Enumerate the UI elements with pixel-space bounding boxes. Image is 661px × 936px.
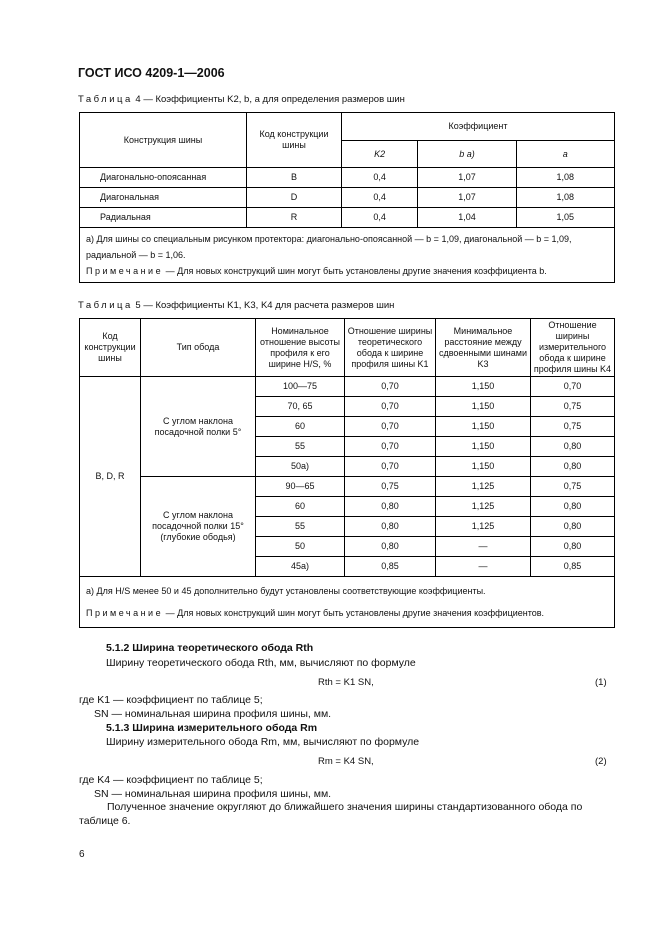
t4-cell-design: Радиальная — [80, 208, 247, 228]
page-number: 6 — [79, 849, 85, 860]
t5-cell-k4: 0,75 — [531, 477, 615, 497]
t4-header-design: Конструкция шины — [80, 113, 247, 168]
t4-note-text: — Для новых конструкций шин могут быть установлены другие значения коэффициента b. — [165, 266, 547, 276]
t5-cell-k4: 0,80 — [531, 517, 615, 537]
t5-header-k1: Отношение ширины теоретического обода к ширине профиля шины K1 — [345, 319, 436, 377]
t5-cell-k3: 1,150 — [436, 377, 531, 397]
t5-cell-k1: 0,75 — [345, 477, 436, 497]
t5-cell-k1: 0,70 — [345, 397, 436, 417]
t5-cell-k3: 1,150 — [436, 457, 531, 477]
table5-caption-word: Таблица — [78, 300, 133, 311]
table5-caption — [78, 300, 394, 311]
table-5 — [79, 318, 615, 628]
t4-cell-a: 1,05 — [516, 208, 614, 228]
t5-cell-ratio: 50а) — [256, 457, 345, 477]
t4-cell-k2: 0,4 — [342, 208, 418, 228]
t5-cell-k3: 1,150 — [436, 417, 531, 437]
t4-cell-b: 1,04 — [418, 208, 516, 228]
table-row — [80, 188, 615, 208]
t5-cell-k4: 0,85 — [531, 557, 615, 577]
t4-cell-b: 1,07 — [418, 188, 516, 208]
t5-cell-k3: 1,125 — [436, 517, 531, 537]
t5-cell-k1: 0,70 — [345, 437, 436, 457]
t4-notes — [80, 228, 615, 283]
t5-cell-k1: 0,80 — [345, 517, 436, 537]
formula-2: Rm = K4 SN, — [318, 756, 374, 767]
t4-note-word: Примечание — [86, 266, 164, 276]
t4-cell-code: B — [247, 168, 342, 188]
t4-cell-a: 1,08 — [516, 188, 614, 208]
t5-cell-rim5: С углом наклона посадочной полки 5° — [141, 377, 256, 477]
table-row — [80, 208, 615, 228]
t4-header-code: Код конструкции шины — [247, 113, 342, 168]
t4-header-k2: K2 — [342, 141, 418, 168]
section-512-intro: Ширину теоретического обода Rth, мм, вычисляют по формуле — [106, 657, 416, 669]
t5-cell-ratio: 55 — [256, 437, 345, 457]
section-512-where2: SN — номинальная ширина профиля шины, мм. — [94, 708, 332, 720]
formula-1-number: (1) — [595, 677, 607, 688]
t5-cell-k1: 0,80 — [345, 497, 436, 517]
document-header: ГОСТ ИСО 4209-1—2006 — [78, 66, 225, 80]
table4-caption-word: Таблица — [78, 94, 133, 105]
t5-note — [86, 602, 608, 624]
t5-cell-ratio: 60 — [256, 417, 345, 437]
t5-cell-ratio: 70, 65 — [256, 397, 345, 417]
t5-cell-k4: 0,80 — [531, 457, 615, 477]
t4-cell-code: D — [247, 188, 342, 208]
table4-caption-text: 4 — Коэффициенты K2, b, a для определения размеров шин — [135, 94, 405, 105]
t5-cell-k4: 0,75 — [531, 417, 615, 437]
t4-cell-k2: 0,4 — [342, 188, 418, 208]
t5-cell-ratio: 45а) — [256, 557, 345, 577]
t5-cell-k3: 1,125 — [436, 497, 531, 517]
t5-cell-k4: 0,70 — [531, 377, 615, 397]
formula-2-number: (2) — [595, 756, 607, 767]
table-row — [80, 477, 615, 497]
section-513-final: Полученное значение округляют до ближайшего значения ширины стандартизованного обода по таблице 6. — [79, 801, 583, 827]
t5-header-ratio: Номинальное отношение высоты профиля к его ширине H/S, % — [256, 319, 345, 377]
t5-header-k4: Отношение ширины измерительного обода к ширине профиля шины K4 — [531, 319, 615, 377]
t5-cell-k1: 0,80 — [345, 537, 436, 557]
t5-footnote: а) Для H/S менее 50 и 45 дополнительно будут установлены соответствующие коэффициенты. — [86, 586, 486, 596]
t5-cell-k4: 0,75 — [531, 397, 615, 417]
table4-caption — [78, 94, 405, 105]
t5-cell-code: B, D, R — [80, 377, 141, 577]
t5-cell-k1: 0,70 — [345, 377, 436, 397]
t4-cell-design: Диагональная — [80, 188, 247, 208]
t5-notes — [80, 577, 615, 628]
formula-1: Rth = K1 SN, — [318, 677, 374, 688]
t5-cell-k3: 1,150 — [436, 397, 531, 417]
t4-cell-code: R — [247, 208, 342, 228]
t4-footnote: а) Для шины со специальным рисунком протектора: диагонально-опоясанной — b = 1,09, диагональной — b = 1,09, радиальной — b = 1,06. — [86, 234, 572, 260]
t5-note-text: — Для новых конструкций шин могут быть установлены другие значения коэффициентов. — [165, 608, 545, 618]
t4-cell-design: Диагонально-опоясанная — [80, 168, 247, 188]
t5-cell-k1: 0,70 — [345, 417, 436, 437]
t5-header-k3: Минимальное расстояние между сдвоенными шинами K3 — [436, 319, 531, 377]
section-513-where2: SN — номинальная ширина профиля шины, мм. — [94, 788, 332, 800]
t5-cell-ratio: 50 — [256, 537, 345, 557]
table-row — [80, 377, 615, 397]
t4-note — [86, 263, 608, 279]
t5-cell-k3: 1,150 — [436, 437, 531, 457]
t5-cell-ratio: 55 — [256, 517, 345, 537]
t5-header-rim: Тип обода — [141, 319, 256, 377]
t4-cell-k2: 0,4 — [342, 168, 418, 188]
t4-header-a: a — [516, 141, 614, 168]
table-4 — [79, 112, 615, 283]
section-513-intro: Ширину измерительного обода Rm, мм, вычисляют по формуле — [106, 736, 420, 748]
t4-header-coef: Коэффициент — [342, 113, 615, 141]
t4-header-b: b а) — [418, 141, 516, 168]
section-513-where1: где K4 — коэффициент по таблице 5; — [79, 774, 263, 786]
t5-cell-k3: — — [436, 557, 531, 577]
section-512-where1: где K1 — коэффициент по таблице 5; — [79, 694, 263, 706]
section-512-title: 5.1.2 Ширина теоретического обода Rth — [106, 642, 314, 654]
t5-cell-k4: 0,80 — [531, 437, 615, 457]
table5-caption-text: 5 — Коэффициенты K1, K3, K4 для расчета размеров шин — [135, 300, 395, 311]
section-513-title: 5.1.3 Ширина измерительного обода Rm — [106, 722, 318, 734]
t5-header-code: Код конструкции шины — [80, 319, 141, 377]
t5-cell-k4: 0,80 — [531, 537, 615, 557]
t5-cell-k4: 0,80 — [531, 497, 615, 517]
t5-cell-k1: 0,70 — [345, 457, 436, 477]
t4-cell-a: 1,08 — [516, 168, 614, 188]
t5-cell-ratio: 60 — [256, 497, 345, 517]
t5-cell-ratio: 90—65 — [256, 477, 345, 497]
table-row — [80, 168, 615, 188]
t5-cell-ratio: 100—75 — [256, 377, 345, 397]
t5-cell-k3: 1,125 — [436, 477, 531, 497]
t5-cell-k3: — — [436, 537, 531, 557]
t5-cell-rim15: С углом наклона посадочной полки 15° (глубокие ободья) — [141, 477, 256, 577]
t4-cell-b: 1,07 — [418, 168, 516, 188]
t5-cell-k1: 0,85 — [345, 557, 436, 577]
t5-note-word: Примечание — [86, 608, 164, 618]
